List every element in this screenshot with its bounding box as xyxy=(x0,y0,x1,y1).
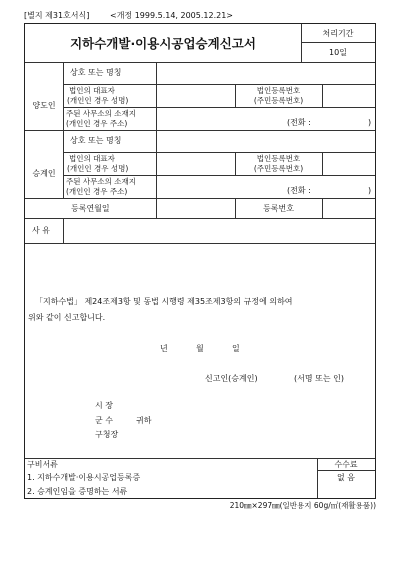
transferor-corp-no-sublabel: (주민등록번호) xyxy=(253,96,304,105)
paper-spec-footer: 210㎜×297㎜(일반용지 60g/㎡(재활용품)) xyxy=(229,501,376,510)
transferee-rep-label: 법인의 대표자 xyxy=(69,154,115,163)
recipient-mayor: 시 장 xyxy=(95,401,113,410)
revision-date: <개정 1999.5.14, 2005.12.21> xyxy=(110,11,234,20)
recipient-county-head: 군 수 xyxy=(95,416,113,425)
form-number: [별지 제31호서식] xyxy=(24,11,90,20)
rule-processing xyxy=(301,42,375,43)
report-form: 지하수개발·이용시공업승계신고서 처리기간 10일 양도인 상호 또는 명칭 법인의 대표자 (개인인 경우 성명) 법인등록번호 (주민등록번호) 주된 사무소의 소재지 (개인인 경우 주소) (전화 : ) 승계인 상호 또는 명칭 법인의 대표자 (개인인 경우 성명) 법인등록번호 (주민등록번호) 주된 사무소의 소재지 (개인인 경우 주소) (전화 : ) 등록연월일 등록번호 사 유 「지하수법」 제24조제3항 및 동법 시행령 제35조제3항의 규정에 의하여 위와 같이 신고합니다. 년 월 일 신고인(승계인) (서명 또는 인) 시 장 군 수 귀하 구청장 구비서류 1. 지하수개발·이용시공업등록증 2. 승계인임을 증명하는 서류 수수료 없 음 xyxy=(24,23,376,499)
attachment-item-1: 1. 지하수개발·이용시공업등록증 xyxy=(27,473,141,482)
transferor-phone-label: (전화 : xyxy=(287,118,311,127)
recipient-district-head: 구청장 xyxy=(95,430,119,439)
rule-title xyxy=(25,62,375,63)
applicant-label: 신고인(승계인) xyxy=(205,374,258,383)
transferee-phone-label: (전화 : xyxy=(287,186,311,195)
transferor-trade-name-label: 상호 또는 명칭 xyxy=(70,68,122,77)
transferee-rep-sublabel: (개인인 경우 성명) xyxy=(67,164,129,173)
fee-value: 없 음 xyxy=(337,473,355,482)
transferor-corp-no-label: 법인등록번호 xyxy=(256,86,301,95)
recipient-honorific: 귀하 xyxy=(136,416,152,425)
reason-label: 사 유 xyxy=(32,226,50,235)
transferee-address-label: 주된 사무소의 소재지 xyxy=(66,177,136,186)
transferee-corp-no-sublabel: (주민등록번호) xyxy=(253,164,304,173)
transferor-rep-sublabel: (개인인 경우 성명) xyxy=(67,96,129,105)
date-month: 월 xyxy=(196,344,204,353)
transferee-address-sublabel: (개인인 경우 주소) xyxy=(66,187,128,196)
transferee-corp-no-label: 법인등록번호 xyxy=(256,154,301,163)
transferor-address-label: 주된 사무소의 소재지 xyxy=(66,109,136,118)
statement-line-2: 위와 같이 신고합니다. xyxy=(28,313,106,322)
statement-line-1: 「지하수법」 제24조제3항 및 동법 시행령 제35조제3항의 규정에 의하여 xyxy=(35,297,293,306)
fee-label: 수수료 xyxy=(334,460,358,469)
transferee-trade-name-label: 상호 또는 명칭 xyxy=(70,136,122,145)
processing-period-value: 10일 xyxy=(329,48,347,57)
transferee-label: 승계인 xyxy=(32,169,56,178)
form-title: 지하수개발·이용시공업승계신고서 xyxy=(70,36,256,51)
transferor-rep-label: 법인의 대표자 xyxy=(69,86,115,95)
date-year: 년 xyxy=(160,344,168,353)
registration-date-label: 등록연월일 xyxy=(71,204,110,213)
attachment-item-2: 2. 승계인임을 증명하는 서류 xyxy=(27,487,128,496)
transferor-address-sublabel: (개인인 경우 주소) xyxy=(66,119,128,128)
date-day: 일 xyxy=(232,344,240,353)
transferor-label: 양도인 xyxy=(32,101,56,110)
attachments-title: 구비서류 xyxy=(27,460,58,469)
registration-number-label: 등록번호 xyxy=(263,204,294,213)
signature-label: (서명 또는 인) xyxy=(294,374,344,383)
processing-period-label: 처리기간 xyxy=(322,29,354,38)
